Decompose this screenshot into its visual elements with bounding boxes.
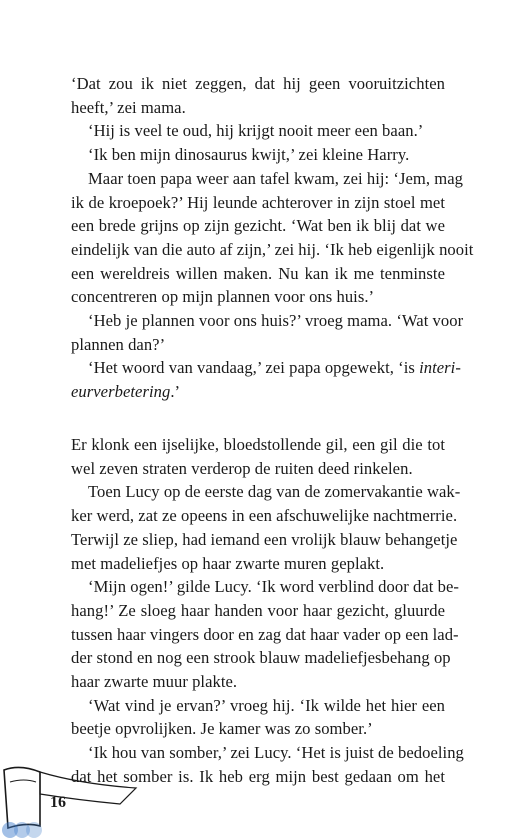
text-line: een wereldreis willen maken. Nu kan ik me tenminste: [71, 263, 445, 283]
text-line: beetje opvrolijken. Je kamer was zo somber.’: [71, 719, 373, 739]
text-line: ‘Dat zou ik niet zeggen, dat hij geen vooruitzichten: [71, 74, 445, 93]
text-line: Maar toen papa weer aan tafel kwam, zei hij: ‘Jem, mag: [88, 168, 463, 188]
text-segment: .’: [170, 382, 181, 402]
text-line-with-italic: [71, 356, 461, 380]
text-line: eindelijk van die auto af zijn,’ zei hij. ‘Ik heb eigenlijk nooit: [71, 239, 474, 259]
text-line: wel zeven straten verderop de ruiten deed rinkelen.: [71, 458, 413, 478]
italic-segment: interi-: [419, 358, 461, 378]
text-line: ker werd, zat ze opeens in een afschuwelijke nachtmerrie.: [71, 506, 458, 526]
italic-segment: eurverbetering: [71, 382, 171, 402]
text-line: heeft,’ zei mama.: [71, 97, 186, 117]
text-line: ‘Heb je plannen voor ons huis?’ vroeg mama. ‘Wat voor: [88, 311, 464, 331]
text-block-lower: [71, 433, 464, 789]
text-line: plannen dan?’: [71, 334, 166, 354]
text-line: ‘Wat vind je ervan?’ vroeg hij. ‘Ik wilde het hier een: [88, 695, 445, 715]
text-line: ‘Ik hou van somber,’ zei Lucy. ‘Het is juist de bedoeling: [88, 743, 464, 763]
text-line: haar zwarte muur plakte.: [71, 672, 238, 692]
text-line: Terwijl ze sliep, had iemand een vrolijk blauw behangetje: [71, 529, 458, 549]
text-line: concentreren op mijn plannen voor ons huis.’: [71, 287, 375, 307]
text-line: ik de kroepoek?’ Hij leunde achterover in zijn stoel met: [71, 192, 445, 212]
text-block-upper: [71, 72, 474, 404]
page-number: 16: [50, 794, 66, 811]
text-line: Er klonk een ijselijke, bloedstollende gil, een gil die tot: [71, 435, 445, 454]
text-line: hang!’ Ze sloeg haar handen voor haar gezicht, gluurde: [71, 600, 445, 620]
text-line: tussen haar vingers door en zag dat haar vader op een lad-: [71, 624, 459, 644]
text-line: Toen Lucy op de eerste dag van de zomervakantie wak-: [88, 482, 461, 502]
text-segment: ‘Het woord van vandaag,’ zei papa opgewekt, ‘is: [88, 358, 420, 378]
text-line-italic: [71, 380, 445, 404]
text-line: een brede grijns op zijn gezicht. ‘Wat ben ik blij dat we: [71, 216, 445, 236]
text-line: ‘Mijn ogen!’ gilde Lucy. ‘Ik word verblind door dat be-: [88, 577, 459, 597]
text-line: met madeliefjes op haar zwarte muren geplakt.: [71, 553, 385, 573]
bol-logo-watermark: [0, 800, 46, 840]
text-line: dat het somber is. Ik heb erg mijn best gedaan om het: [71, 766, 445, 786]
text-line: ‘Hij is veel te oud, hij krijgt nooit meer een baan.’: [88, 121, 424, 141]
text-line: ‘Ik ben mijn dinosaurus kwijt,’ zei kleine Harry.: [88, 145, 410, 165]
text-line: der stond en nog een strook blauw madeliefjesbehang op: [71, 648, 451, 668]
